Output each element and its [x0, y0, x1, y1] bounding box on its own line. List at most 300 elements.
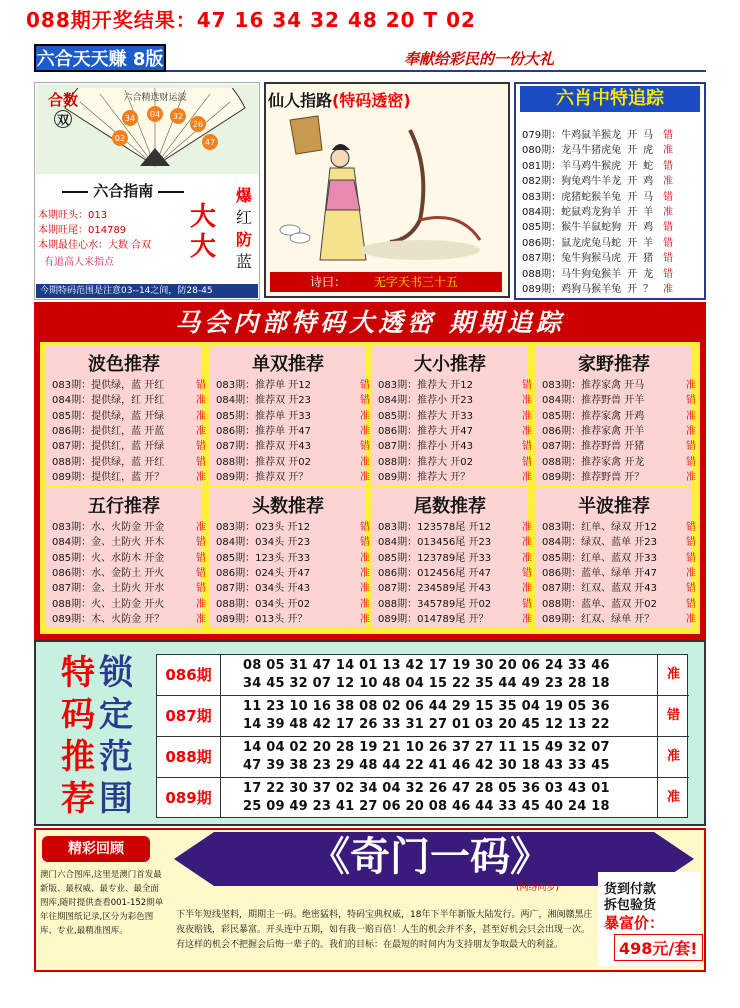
edition-label: 六合天天赚 8版 [34, 44, 166, 72]
card-row-text: 083期：水、火防金 开金 [52, 522, 165, 533]
card-row-status: 错 [686, 583, 696, 595]
card-row-status: 准 [360, 598, 370, 610]
side-char: 防 [235, 230, 252, 249]
six-status: 错 [663, 237, 674, 249]
side-char: 爆 [235, 186, 252, 205]
card-row-status: 错 [196, 583, 206, 595]
card-row-text: 083期：123578尾 开12 [378, 522, 492, 533]
card-row-status: 错 [522, 380, 532, 391]
tm-period: 089期 [157, 778, 221, 818]
six-open: 开 [627, 253, 638, 265]
six-animals: 蛇鼠鸡龙狗羊 [561, 207, 622, 218]
heshu-badge [48, 92, 78, 128]
six-period: 088期： [522, 268, 562, 280]
tm-char: 特 [61, 653, 95, 693]
card-row-status: 错 [686, 522, 696, 533]
card-row-text: 089期：木、火防金 开？ [52, 613, 165, 625]
six-animals: 马牛狗兔猴羊 [561, 268, 622, 280]
guide-side-text [232, 185, 256, 273]
six-open: 开 [627, 284, 638, 295]
card-row [378, 564, 532, 579]
tm-row [157, 737, 689, 778]
six-period: 084期： [522, 207, 562, 218]
card-row [378, 376, 532, 391]
six-open: 开 [627, 130, 638, 141]
card-row [52, 610, 206, 625]
card-row-status: 错 [360, 441, 370, 453]
fan-number: 47 [204, 138, 216, 147]
six-zodiac-row [522, 249, 673, 264]
card-row-text: 086期：012456尾 开47 [378, 567, 492, 579]
card-row [378, 533, 532, 549]
fan-number: 02 [114, 134, 126, 143]
card-row-text: 087期：034头 开43 [216, 583, 311, 595]
card-row [216, 468, 370, 483]
six-result: 羊 [643, 207, 654, 218]
card-row-text: 087期：推荐野兽 开猪 [542, 441, 645, 453]
six-open: 开 [627, 191, 638, 203]
six-result: 鸡 [643, 222, 654, 234]
six-open: 开 [627, 160, 638, 172]
secret-banner: 马会内部特码大透密 期期追踪 [175, 308, 565, 337]
card-row-status: 准 [686, 613, 696, 625]
side-char: 蓝 [235, 252, 252, 271]
card-row [52, 391, 206, 407]
card-row-status: 准 [522, 471, 532, 483]
card-row-status: 错 [196, 552, 206, 564]
card-row-text: 085期：提供绿，蓝 开绿 [52, 410, 165, 422]
card-row [378, 468, 532, 483]
card-row-text: 085期：123头 开33 [216, 552, 311, 564]
poem-bar [270, 272, 502, 292]
fan-number: 04 [149, 110, 161, 119]
price-line: 货到付款 [604, 882, 657, 897]
card-row [216, 595, 370, 610]
tm-char: 推 [61, 737, 95, 777]
card-row [216, 391, 370, 407]
poem-label: 诗曰： [310, 275, 347, 289]
qmym-description: 下半年短线坚料，期期主一码。绝密猛料，特码宝典权威，18年下半年新版大陆发行。两广，湘闽赣黑庄夜夜赔钱，彩民暴富。开头连中五期，如有我一赔百倍！人生的机会并不多，甚至好机会只会出现一次。有这样的机会不把握会后悔一辈子的。我们的目标：在最短的时间内为支持朋友争取最大的利益。 [176, 910, 593, 950]
card-row-status: 准 [686, 425, 696, 437]
card-row-status: 准 [522, 425, 532, 437]
card-row [542, 518, 696, 533]
fan-text: 六合精选财运波 [123, 93, 187, 103]
slogan: 奉献给彩民的一份大礼 [404, 50, 555, 68]
card-row-text: 089期：014789尾 开？ [378, 613, 489, 625]
six-period: 087期： [522, 253, 562, 265]
review-title: 精彩回顾 [42, 836, 150, 862]
card-row [542, 453, 696, 468]
card-row [216, 518, 370, 533]
six-open: 开 [627, 207, 638, 218]
card-row [542, 564, 696, 579]
tm-period: 088期 [157, 737, 221, 777]
card-row-text: 084期：提供绿，红 开红 [52, 395, 165, 407]
xianren-title [268, 88, 411, 111]
card-row [542, 376, 696, 391]
six-open: 开 [627, 268, 638, 280]
tm-status: 准 [657, 737, 689, 777]
card-row-text: 087期：红双、蓝双 开43 [542, 583, 657, 595]
card-row [542, 391, 696, 407]
card-row-text: 086期：提供红，蓝 开蓝 [52, 425, 165, 437]
tm-period: 087期 [157, 696, 221, 736]
card-row-text: 084期：013456尾 开23 [378, 537, 492, 549]
guide-title: 六合指南 [93, 182, 154, 200]
card-row [52, 518, 206, 533]
card-title: 单双推荐 [252, 354, 324, 375]
card-row [216, 453, 370, 468]
card-row-status: 准 [360, 456, 370, 468]
recommend-card [536, 346, 696, 486]
guide-wangwei: 本期旺尾：014789 [38, 225, 127, 236]
card-row [216, 610, 370, 625]
card-row-status: 准 [196, 395, 206, 407]
six-zodiac-row [522, 188, 673, 203]
card-row-text: 084期：推荐野兽 开羊 [542, 395, 645, 407]
card-row [52, 549, 206, 564]
six-zodiac-row [522, 172, 673, 187]
tm-numbers: 34 45 32 07 12 10 48 04 15 22 35 44 49 23 28 18 [243, 676, 610, 691]
card-row-text: 086期：推荐家禽 开羊 [542, 425, 645, 437]
card-row-status: 准 [522, 537, 532, 549]
card-title: 头数推荐 [252, 496, 324, 517]
card-row-status: 准 [360, 552, 370, 564]
fan-illustration [60, 88, 250, 168]
card-title: 尾数推荐 [414, 496, 486, 517]
card-row [216, 422, 370, 437]
price-line: 拆包验货 [604, 898, 657, 913]
price-value: 498元/套! [614, 934, 703, 961]
card-row-text: 085期：123789尾 开33 [378, 552, 492, 564]
tm-status: 准 [657, 778, 689, 818]
card-row-text: 088期：345789尾 开02 [378, 598, 492, 610]
card-row-status: 准 [522, 613, 532, 625]
tm-row [157, 696, 689, 737]
six-result: 马 [643, 191, 654, 203]
card-row-text: 088期：火、土防金 开火 [52, 598, 165, 610]
card-row-text: 083期：推荐单 开12 [216, 380, 311, 391]
card-row-status: 错 [360, 395, 370, 407]
tm-char: 范 [99, 737, 133, 777]
card-row-text: 088期：推荐家禽 开龙 [542, 456, 645, 468]
six-animals: 兔牛狗猴马虎 [561, 253, 622, 265]
six-status: 错 [663, 191, 674, 203]
six-status: 错 [663, 160, 674, 172]
six-zodiac-title: 六肖中特追踪 [520, 86, 700, 112]
recommend-card [46, 346, 206, 486]
card-row-text: 083期：推荐大 开12 [378, 380, 473, 391]
card-row-text: 085期：推荐家禽 开鸡 [542, 410, 645, 422]
card-row-text: 086期：024头 开47 [216, 567, 311, 579]
card-row-status: 错 [686, 395, 696, 407]
six-zodiac-row [522, 265, 673, 280]
six-result: 羊 [643, 237, 654, 249]
recommend-card [46, 488, 206, 628]
card-row [52, 533, 206, 549]
six-period: 081期： [522, 160, 562, 172]
card-row-status: 准 [196, 522, 206, 533]
six-zodiac-row [522, 141, 673, 156]
card-row-status: 准 [522, 410, 532, 422]
tm-status: 错 [657, 696, 689, 736]
six-open: 开 [627, 145, 638, 157]
card-row [216, 533, 370, 549]
six-period: 082期： [522, 176, 562, 188]
six-result: ？ [643, 284, 654, 295]
tm-char: 码 [61, 695, 95, 735]
card-row-text: 087期：提供红，蓝 开绿 [52, 441, 165, 453]
card-row [378, 437, 532, 453]
card-row-text: 088期：034头 开02 [216, 598, 311, 610]
card-row-text: 088期：推荐双 开02 [216, 456, 311, 468]
card-row-status: 准 [196, 598, 206, 610]
card-row-text: 083期：023头 开12 [216, 522, 311, 533]
card-row-status: 准 [686, 380, 696, 391]
card-row-text: 086期：推荐大 开47 [378, 425, 473, 437]
six-result: 猪 [643, 253, 654, 265]
six-zodiac-row [522, 234, 673, 249]
card-row-status: 错 [360, 537, 370, 549]
card-row-text: 088期：提供绿，蓝 开红 [52, 456, 165, 468]
card-row-text: 084期：绿双、蓝单 开23 [542, 537, 657, 549]
six-result: 虎 [643, 145, 654, 157]
card-row-status: 错 [196, 441, 206, 453]
card-row-text: 087期：234589尾 开43 [378, 583, 492, 595]
price-label: 暴富价： [604, 914, 665, 932]
six-zodiac-row [522, 126, 673, 141]
card-row-status: 错 [686, 598, 696, 610]
card-row [216, 376, 370, 391]
six-result: 蛇 [643, 160, 654, 172]
tm-row [157, 655, 689, 696]
card-row-status: 错 [360, 522, 370, 533]
recommend-card [536, 488, 696, 628]
card-row-status: 准 [360, 425, 370, 437]
card-row-status: 准 [686, 410, 696, 422]
recommend-card [372, 346, 532, 486]
card-row-text: 084期：推荐小 开23 [378, 395, 473, 407]
six-status: 错 [663, 268, 674, 280]
six-status: 准 [663, 284, 674, 295]
tm-status: 准 [657, 655, 689, 695]
xianren-title-b: (特码透密) [332, 91, 411, 110]
six-zodiac-row [522, 157, 673, 172]
fan-number: 32 [172, 112, 184, 121]
six-status: 准 [663, 145, 674, 157]
card-row [52, 453, 206, 468]
card-row [216, 407, 370, 422]
card-row [542, 533, 696, 549]
tm-numbers: 11 23 10 16 38 08 02 06 44 29 15 35 04 19 05 36 [243, 699, 610, 714]
card-row-text: 083期：提供绿，蓝 开红 [52, 380, 165, 391]
guide-title-wrap [62, 180, 184, 201]
card-row [542, 595, 696, 610]
big-char: 大 [190, 232, 217, 262]
card-row-text: 086期：蓝单、绿单 开47 [542, 567, 657, 579]
card-row-text: 088期：蓝单、蓝双 开02 [542, 598, 657, 610]
xianren-title-a: 仙人指路 [268, 91, 333, 110]
card-row [52, 564, 206, 579]
card-row-text: 085期：推荐大 开33 [378, 410, 473, 422]
card-row [52, 468, 206, 483]
six-status: 错 [663, 130, 674, 141]
card-row [216, 437, 370, 453]
guide-big-text [190, 202, 216, 262]
card-row-text: 086期：水、金防土 开火 [52, 567, 165, 579]
card-row [542, 437, 696, 453]
card-row-text: 089期：提供红，蓝 开？ [52, 471, 165, 483]
six-period: 080期： [522, 145, 562, 157]
card-title: 家野推荐 [578, 354, 650, 375]
six-period: 086期： [522, 237, 562, 249]
card-row [378, 579, 532, 595]
tm-left-col1 [58, 652, 98, 820]
card-row [52, 376, 206, 391]
net-sync: (网络同步) [516, 883, 560, 893]
tm-numbers: 08 05 31 47 14 01 13 42 17 19 30 20 06 24 33 46 [243, 658, 610, 673]
six-animals: 龙马牛猪虎兔 [561, 145, 622, 157]
card-row-status: 错 [522, 567, 532, 579]
card-row-status: 准 [196, 471, 206, 483]
card-row [542, 422, 696, 437]
card-row-text: 087期：金、土防火 开水 [52, 583, 165, 595]
card-row [52, 595, 206, 610]
six-result: 鸡 [643, 176, 654, 188]
card-row-text: 089期：推荐双 开？ [216, 471, 309, 483]
card-row-status: 错 [196, 380, 206, 391]
card-row-text: 089期：推荐野兽 开？ [542, 471, 645, 483]
six-status: 准 [663, 176, 674, 188]
card-row [378, 453, 532, 468]
card-row-status: 准 [196, 613, 206, 625]
card-row [216, 549, 370, 564]
poem-text: 无字天书三十五 [373, 275, 458, 289]
card-row [542, 579, 696, 595]
six-open: 开 [627, 237, 638, 249]
card-row [542, 407, 696, 422]
card-row-status: 准 [196, 425, 206, 437]
tm-numbers: 14 04 02 20 28 19 21 10 26 37 27 11 15 49 32 07 [243, 740, 610, 755]
card-row-text: 083期：推荐家禽 开马 [542, 380, 645, 391]
six-animals: 鼠龙虎兔马蛇 [561, 237, 622, 249]
recommend-card [210, 346, 370, 486]
card-row [542, 549, 696, 564]
six-status: 错 [663, 253, 674, 265]
guide-wangtou: 本期旺头：013 [38, 210, 108, 221]
card-row [378, 391, 532, 407]
guide-xinshui: 本期最佳心水：大数 合双 [38, 240, 152, 251]
recommend-card [372, 488, 532, 628]
six-animals: 鸡狗马猴羊兔 [561, 284, 622, 295]
scope-note: 今期特码范围是注意03--14之间，防28-45 [36, 284, 258, 298]
tm-char: 锁 [99, 653, 133, 693]
card-row-status: 准 [522, 552, 532, 564]
card-row-status: 错 [196, 537, 206, 549]
six-period: 083期： [522, 191, 562, 203]
card-row-status: 准 [522, 583, 532, 595]
card-row-text: 088期：推荐大 开02 [378, 456, 473, 468]
tm-row [157, 778, 689, 819]
card-row-status: 错 [360, 380, 370, 391]
card-row-status: 准 [360, 471, 370, 483]
six-zodiac-row [522, 218, 673, 233]
result-title: 088期开奖结果：47 16 34 32 48 20 T 02 [26, 8, 476, 32]
guide-tip: 有道高人来指点 [44, 257, 114, 268]
six-period: 079期： [522, 130, 562, 141]
tm-period: 086期 [157, 655, 221, 695]
card-row [378, 422, 532, 437]
tm-left-col2 [96, 652, 136, 820]
card-row-text: 089期：红双、绿单 开？ [542, 613, 655, 625]
card-row-text: 086期：推荐单 开47 [216, 425, 311, 437]
card-row-text: 083期：红单、绿双 开12 [542, 522, 657, 533]
six-open: 开 [627, 176, 638, 188]
card-row-status: 错 [196, 567, 206, 579]
card-row [52, 437, 206, 453]
card-row [378, 610, 532, 625]
card-row-status: 错 [196, 456, 206, 468]
big-char: 大 [190, 202, 217, 232]
card-row [216, 564, 370, 579]
card-row-text: 085期：红单、蓝双 开33 [542, 552, 657, 564]
card-row-status: 错 [686, 456, 696, 468]
card-row-status: 准 [360, 613, 370, 625]
card-row-status: 错 [686, 552, 696, 564]
recommend-card [210, 488, 370, 628]
card-row-status: 错 [686, 537, 696, 549]
fairy-illustration [270, 110, 506, 270]
six-animals: 羊马鸡牛猴虎 [561, 160, 622, 172]
card-row-text: 087期：推荐双 开43 [216, 441, 311, 453]
qmym-title: 《奇门一码》 [310, 833, 550, 880]
fan-number: 26 [192, 120, 204, 129]
card-row-text: 084期：推荐双 开23 [216, 395, 311, 407]
card-row-status: 准 [196, 410, 206, 422]
card-row-text: 087期：推荐小 开43 [378, 441, 473, 453]
card-row-status: 准 [360, 410, 370, 422]
card-row-status: 准 [360, 583, 370, 595]
card-row [52, 579, 206, 595]
card-row-status: 错 [522, 456, 532, 468]
review-body: 澳门六合图库,这里是澳门首发最新版、最权威、最专业、最全面图库,随时提供查看001-152期单年往期图纸记录,区分为彩色图库、专业,最精准图库。 [40, 870, 164, 936]
card-row-text: 089期：013头 开？ [216, 613, 308, 625]
side-char: 红 [235, 208, 252, 227]
card-row [378, 549, 532, 564]
card-row-status: 错 [522, 441, 532, 453]
six-status: 错 [663, 222, 674, 234]
card-title: 五行推荐 [88, 496, 160, 517]
card-row [52, 422, 206, 437]
six-animals: 猴牛羊鼠蛇狗 [561, 222, 622, 234]
card-title: 波色推荐 [88, 354, 160, 375]
six-result: 马 [643, 130, 654, 141]
six-period: 089期： [522, 284, 562, 295]
tm-numbers: 25 09 49 23 41 27 06 20 08 46 44 33 45 40 24 18 [243, 799, 610, 814]
result-header [0, 0, 740, 30]
heshu-value: 双 [54, 110, 72, 128]
card-row-text: 085期：推荐单 开33 [216, 410, 311, 422]
card-row-status: 准 [522, 395, 532, 407]
card-row [52, 407, 206, 422]
six-animals: 狗兔鸡牛羊龙 [561, 176, 622, 188]
card-row-status: 准 [360, 567, 370, 579]
card-row [378, 595, 532, 610]
card-row [542, 468, 696, 483]
fan-number: 34 [124, 114, 136, 123]
card-row-status: 准 [686, 471, 696, 483]
card-row-status: 准 [522, 522, 532, 533]
